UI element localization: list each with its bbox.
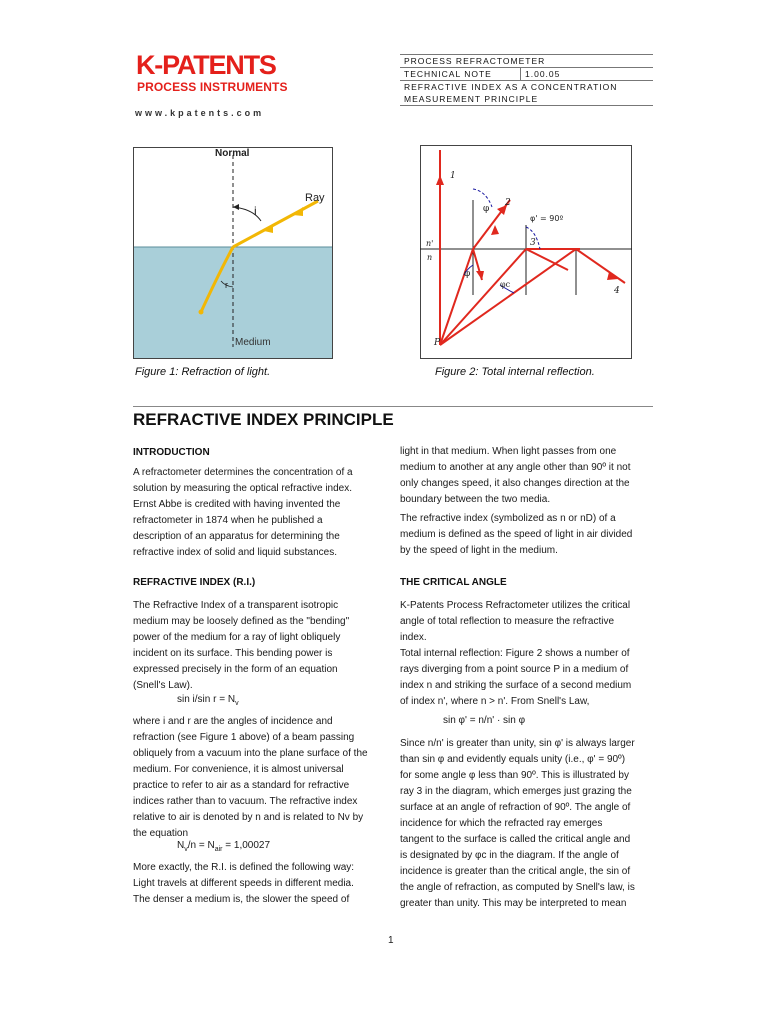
refractive-index-heading: REFRACTIVE INDEX (R.I.) [133, 577, 256, 588]
text-line: light in that medium. When light passes from one [400, 446, 617, 457]
text-line: index n and striking the surface of a second medium [400, 680, 632, 691]
refraction-paragraph [133, 714, 383, 842]
speed-paragraph [400, 444, 655, 508]
note-label: TECHNICAL NOTE [404, 69, 492, 79]
text-line: A refractometer determines the concentration of a [133, 467, 353, 478]
text-line: refraction (see Figure 1 above) of a beam passing [133, 732, 355, 743]
figure-1-caption: Figure 1: Refraction of light. [135, 366, 271, 378]
text-line: The Refractive Index of a transparent isotropic [133, 600, 339, 611]
ray-end-dot [199, 310, 204, 315]
text-line: only changes speed, it also changes direction at the [400, 478, 630, 489]
section-divider [133, 406, 653, 407]
text-line: boundary between the two media. [400, 494, 551, 505]
text-line: ray 3 in the diagram, which emerges just grazing the [400, 786, 632, 797]
text-line: incident on its surface. This bending power is [133, 648, 333, 659]
label-point-p: P [434, 338, 441, 348]
text-line: expressed precisely in the form of an equation [133, 664, 338, 675]
text-line: medium may be loosely defined as the "bending" [133, 616, 350, 627]
subject-line-1: REFRACTIVE INDEX AS A CONCENTRATION [404, 82, 618, 92]
header-row-subject [400, 80, 653, 106]
text-line: The denser a medium is, the slower the speed of [133, 894, 350, 905]
label-phi-prime: φ' = 90º [530, 214, 564, 223]
equation-critical: sin φ' = n/n' · sin φ [443, 715, 526, 726]
text-line: indices rather than to vacuum. The refractive index [133, 796, 358, 807]
label-angle-r: r [225, 280, 228, 290]
figure-1-refraction-diagram [133, 147, 333, 359]
text-line: angle of total reflection to measure the refractive [400, 616, 615, 627]
equation-snell: sin i/sin $r = N_v$ [177, 694, 239, 707]
page-title: REFRACTIVE INDEX PRINCIPLE [133, 410, 394, 429]
critical-angle-paragraph [400, 598, 655, 646]
critical-explanation-paragraph [400, 736, 658, 912]
equation-air: $N_v/n = N_{air} = 1,00027$ [177, 840, 271, 853]
text-line: medium to another at any angle other than 90º it not [400, 462, 631, 473]
text-line: incidence for which the refracted ray emerges [400, 818, 603, 829]
text-line: obliquely from a vacuum into the plane surface of the [133, 748, 368, 759]
refractive-index-definition [400, 511, 655, 559]
text-line: Total internal reflection: Figure 2 shows a number of [400, 648, 630, 659]
text-line: relative to air is denoted by n and is related to Nv by [133, 812, 364, 823]
text-line: practice to refer to air as a standard for refractive [133, 780, 350, 791]
label-n: n [427, 253, 433, 262]
page-number: 1 [388, 935, 394, 946]
label-ray-3: 3 [530, 238, 536, 248]
text-line: solution by measuring the optical refractive index. [133, 483, 353, 494]
text-line: the equation [133, 828, 189, 839]
text-line: (Snell's Law). [133, 680, 193, 691]
text-line: K-Patents Process Refractometer utilizes the critical [400, 600, 631, 611]
text-line: Ernst Abbe is credited with having invented the [133, 499, 341, 510]
text-line: Since n/n' is greater than unity, sin φ' is always larger [400, 738, 635, 749]
website-link[interactable]: www.kpatents.com [135, 108, 265, 118]
label-phi: φ [483, 204, 490, 214]
text-line: greater than unity. This may be interpreted to mean [400, 898, 627, 909]
total-internal-reflection-paragraph [400, 646, 655, 710]
header-row-note [400, 67, 653, 80]
refractive-index-paragraph [133, 598, 373, 694]
label-phi-lower: φ [464, 269, 471, 279]
text-line: where i and r are the angles of incidence and [133, 716, 333, 727]
text-line: medium. For convenience, it is almost universal [133, 764, 344, 775]
text-line: rays diverging from a point source P in a medium of [400, 664, 629, 675]
document-header-table [400, 54, 653, 106]
text-line: description of an apparatus for determining the [133, 531, 340, 542]
text-line: refractometer in 1874 when he published a [133, 515, 323, 526]
intro-paragraph [133, 465, 373, 561]
text-line: for some angle φ less than 90º. This is illustrated by [400, 770, 629, 781]
label-ray-2: 2 [505, 198, 511, 208]
note-number: 1.00.05 [520, 68, 653, 80]
label-normal: Normal [215, 148, 250, 159]
header-row-doc-type [400, 54, 653, 67]
text-line: the angle of refraction, as computed by Snell's law, is [400, 882, 635, 893]
company-logo-subtitle: PROCESS INSTRUMENTS [137, 80, 288, 94]
critical-angle-heading: THE CRITICAL ANGLE [400, 577, 507, 588]
figure-2-total-internal-reflection [420, 145, 632, 359]
figure-2-caption: Figure 2: Total internal reflection. [435, 366, 595, 378]
text-line: power of the medium for a ray of light obliquely [133, 632, 341, 643]
text-line: is designated by φc in the diagram. If the angle of [400, 850, 619, 861]
text-line: tangent to the surface is called the critical angle and [400, 834, 631, 845]
label-ray-4: 4 [614, 286, 620, 296]
definition-paragraph [133, 860, 373, 908]
text-line: The refractive index (symbolized as n or nD) of a [400, 513, 616, 524]
subject-line-2: MEASUREMENT PRINCIPLE [404, 94, 539, 104]
text-line: index. [400, 632, 427, 643]
text-line: incidence is greater than the critical angle, the sin of [400, 866, 631, 877]
label-medium: Medium [235, 337, 271, 348]
doc-type: PROCESS REFRACTOMETER [404, 56, 546, 66]
company-logo: K-PATENTS [136, 50, 276, 80]
label-phi-c: φc [500, 280, 511, 289]
intro-heading: INTRODUCTION [133, 447, 210, 458]
label-ray-1: 1 [450, 171, 456, 181]
text-line: refractive index of solid and liquid substances. [133, 547, 338, 558]
text-line: by the speed of light in the medium. [400, 545, 558, 556]
text-line: than sin φ and evidently equals unity (i.e., φ' = 90º) [400, 754, 626, 765]
text-line: surface at an angle of refraction of 90º. The angle of [400, 802, 631, 813]
text-line: of index n', where n > n'. From Snell's Law, [400, 696, 590, 707]
text-line: medium is defined as the speed of light in air divided [400, 529, 633, 540]
label-n-prime: n' [426, 239, 434, 248]
label-angle-i: i [254, 204, 257, 218]
text-line: More exactly, the R.I. is defined the following way: [133, 862, 355, 873]
text-line: Light travels at different speeds in different media. [133, 878, 354, 889]
label-ray: Ray [305, 192, 325, 204]
